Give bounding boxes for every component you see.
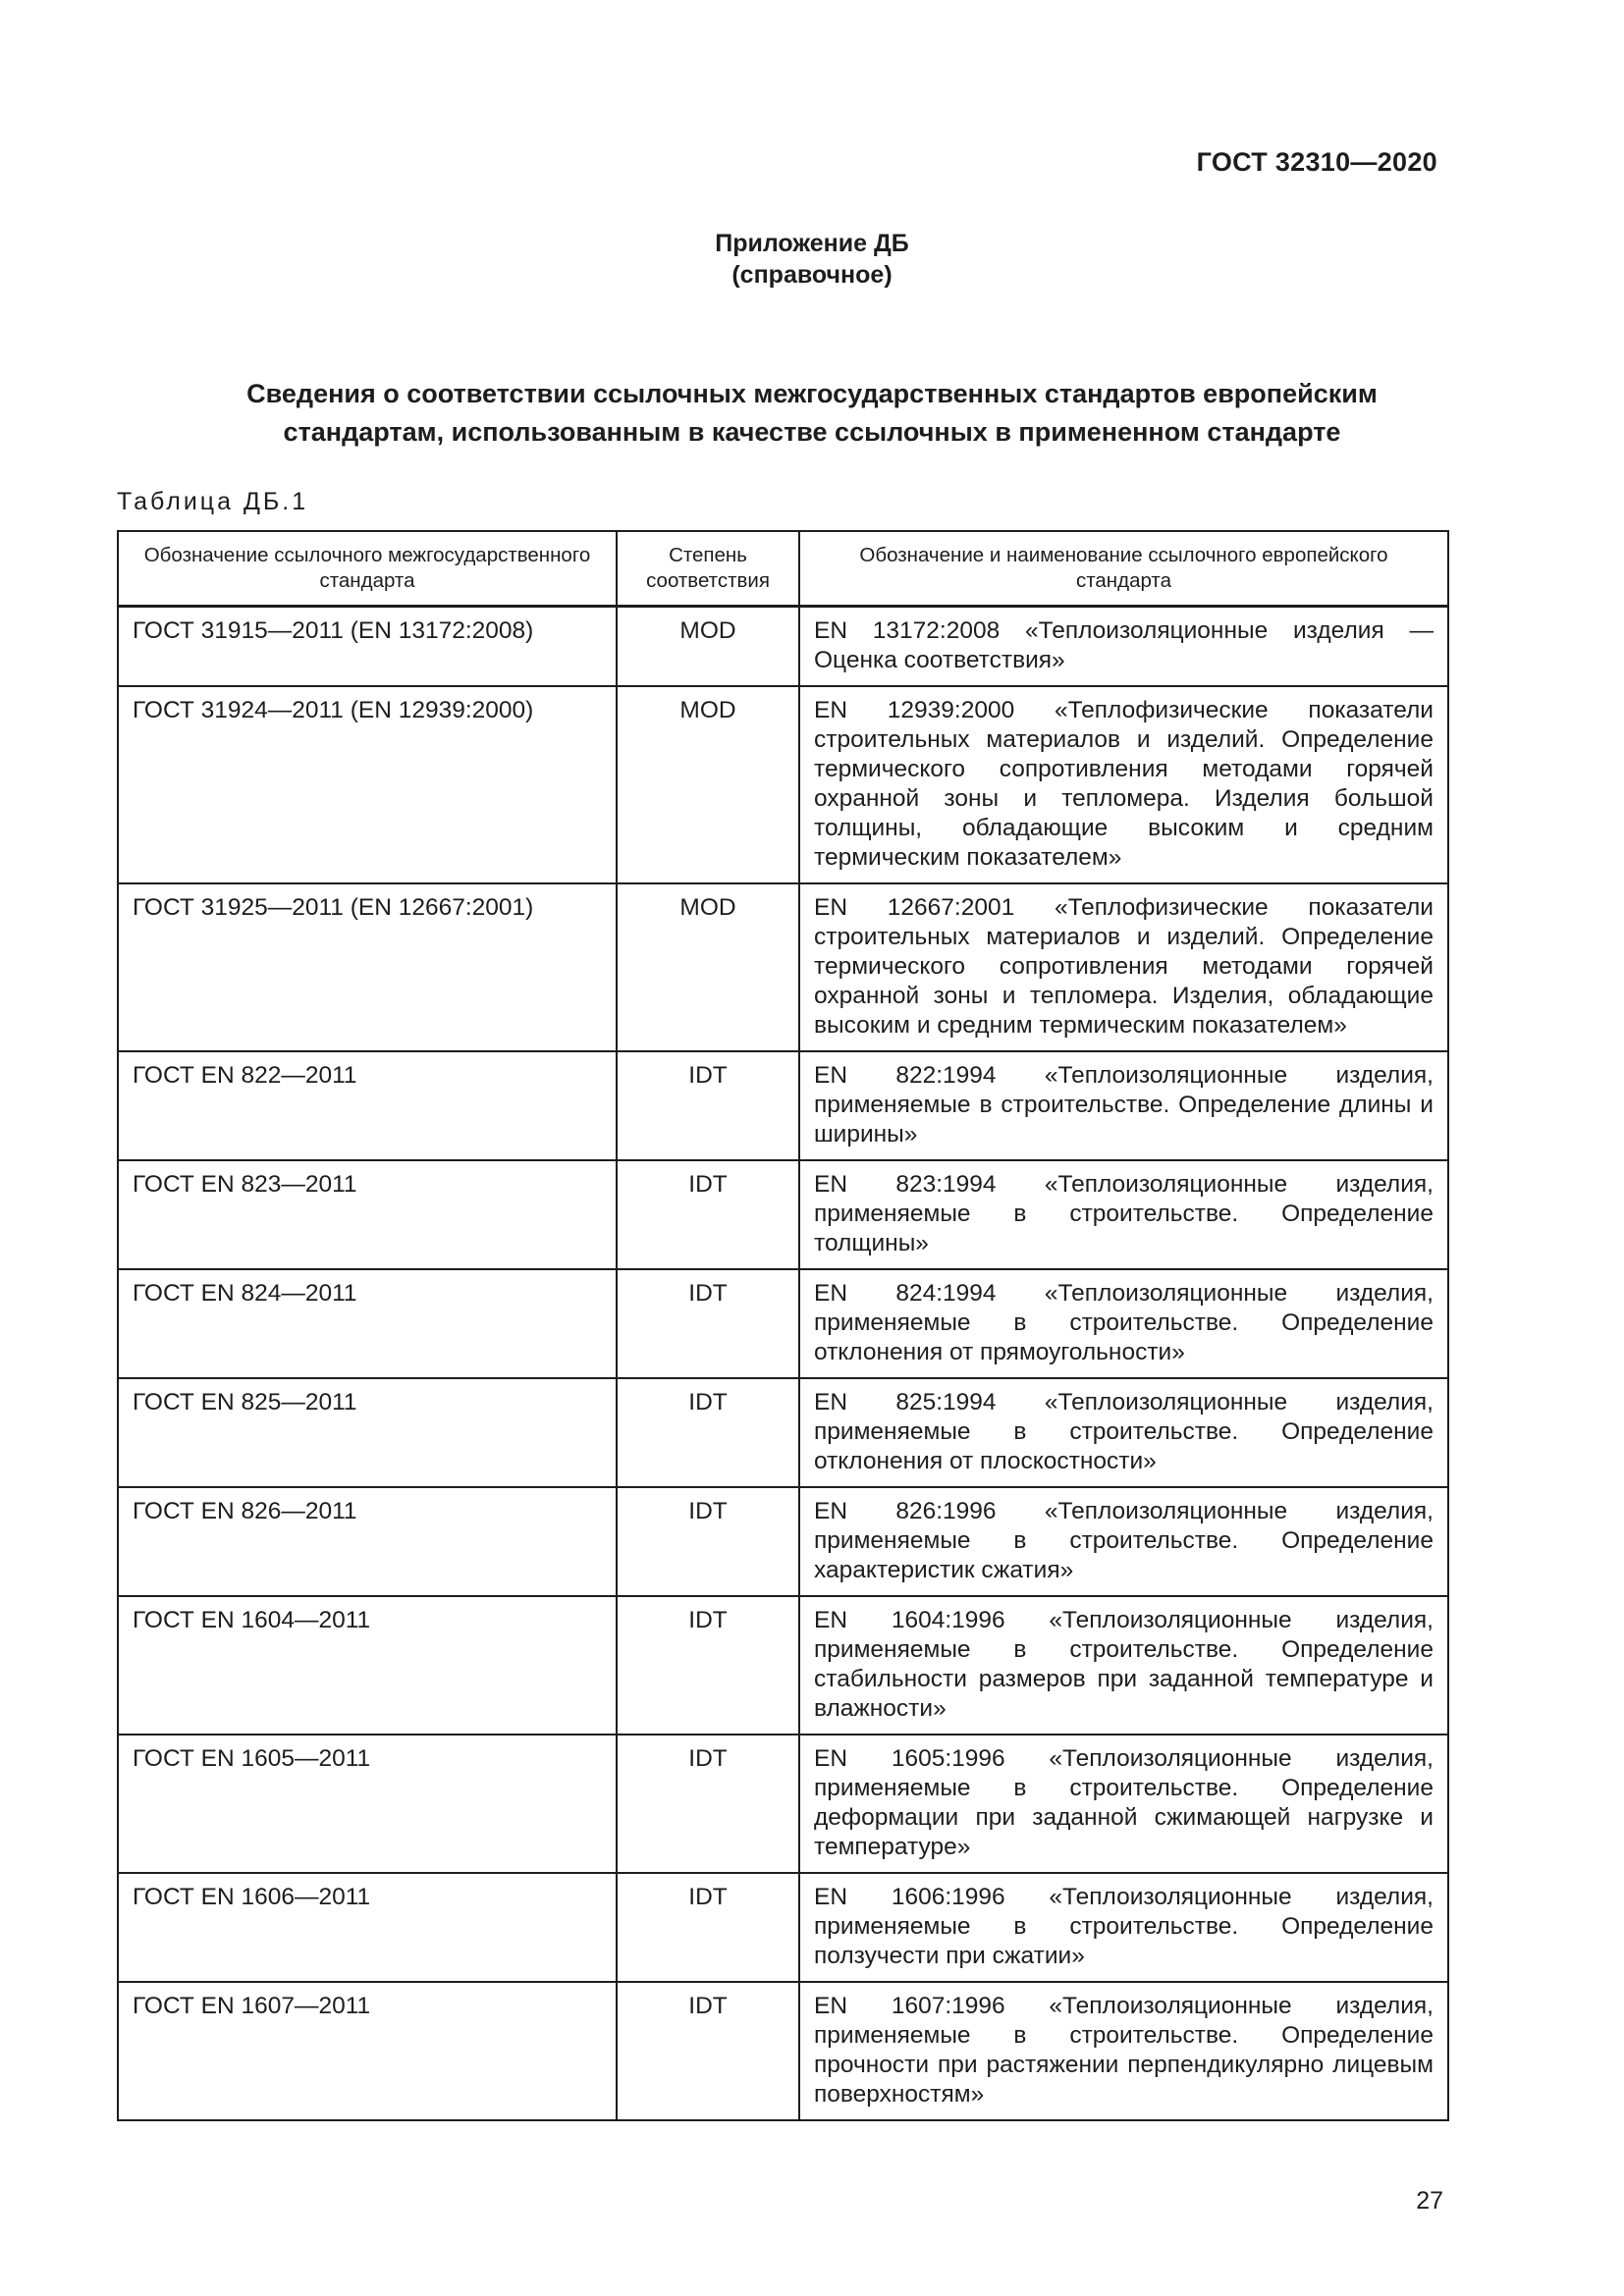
- standard-cell: ГОСТ EN 1606—2011: [118, 1873, 617, 1982]
- degree-cell: IDT: [617, 1735, 799, 1873]
- heading-line-1: Сведения о соответствии ссылочных межгосударственных стандартов европейским: [246, 379, 1378, 408]
- standard-cell: ГОСТ EN 1604—2011: [118, 1596, 617, 1735]
- degree-cell: IDT: [617, 1160, 799, 1269]
- description-cell: EN 12939:2000 «Теплофизические показатели строительных материалов и изделий. Определение термического сопротивления методами горячей охранной зоны и тепломера. Изделия большой толщины, обладающие высоким и средним термическим показателем»: [799, 686, 1448, 883]
- degree-cell: IDT: [617, 1051, 799, 1160]
- standard-cell: ГОСТ EN 823—2011: [118, 1160, 617, 1269]
- table-row: [118, 883, 1448, 1051]
- table-row: [118, 1487, 1448, 1596]
- standard-cell: ГОСТ EN 822—2011: [118, 1051, 617, 1160]
- heading-line-2: стандартам, использованным в качестве ссылочных в примененном стандарте: [283, 417, 1341, 447]
- degree-cell: IDT: [617, 1982, 799, 2120]
- table-row: [118, 1051, 1448, 1160]
- description-cell: EN 825:1994 «Теплоизоляционные изделия, применяемые в строительстве. Определение отклонения от плоскостности»: [799, 1378, 1448, 1487]
- description-cell: EN 1607:1996 «Теплоизоляционные изделия, применяемые в строительстве. Определение прочности при растяжении перпендикулярно лицевым поверхностям»: [799, 1982, 1448, 2120]
- standard-cell: ГОСТ 31924—2011 (EN 12939:2000): [118, 686, 617, 883]
- table-row: [118, 1873, 1448, 1982]
- table-row: [118, 1269, 1448, 1378]
- degree-cell: MOD: [617, 607, 799, 687]
- correspondence-table: [117, 530, 1449, 2121]
- table-row: [118, 1160, 1448, 1269]
- standard-cell: ГОСТ EN 1607—2011: [118, 1982, 617, 2120]
- standard-cell: ГОСТ 31915—2011 (EN 13172:2008): [118, 607, 617, 687]
- column-header-standard: Обозначение ссылочного межгосударственного стандарта: [118, 531, 617, 607]
- degree-cell: IDT: [617, 1487, 799, 1596]
- column-header-european-standard: Обозначение и наименование ссылочного европейского стандарта: [799, 531, 1448, 607]
- degree-cell: MOD: [617, 686, 799, 883]
- table-row: [118, 1735, 1448, 1873]
- description-cell: EN 12667:2001 «Теплофизические показатели строительных материалов и изделий. Определение термического сопротивления методами горячей охранной зоны и тепломера. Изделия, обладающие высоким и средним термическим показателем»: [799, 883, 1448, 1051]
- description-cell: EN 822:1994 «Теплоизоляционные изделия, применяемые в строительстве. Определение длины и ширины»: [799, 1051, 1448, 1160]
- section-heading: [0, 375, 1624, 452]
- description-cell: EN 826:1996 «Теплоизоляционные изделия, применяемые в строительстве. Определение характеристик сжатия»: [799, 1487, 1448, 1596]
- appendix-block: [0, 228, 1624, 291]
- table-caption: Таблица ДБ.1: [117, 488, 309, 515]
- description-cell: EN 824:1994 «Теплоизоляционные изделия, применяемые в строительстве. Определение отклонения от прямоугольности»: [799, 1269, 1448, 1378]
- description-cell: EN 823:1994 «Теплоизоляционные изделия, применяемые в строительстве. Определение толщины»: [799, 1160, 1448, 1269]
- table-header-row: [118, 531, 1448, 607]
- description-cell: EN 1606:1996 «Теплоизоляционные изделия, применяемые в строительстве. Определение ползучести при сжатии»: [799, 1873, 1448, 1982]
- standard-cell: ГОСТ EN 824—2011: [118, 1269, 617, 1378]
- degree-cell: IDT: [617, 1596, 799, 1735]
- table-row: [118, 1596, 1448, 1735]
- page-number: 27: [1416, 2187, 1443, 2215]
- degree-cell: IDT: [617, 1378, 799, 1487]
- degree-cell: MOD: [617, 883, 799, 1051]
- standard-cell: ГОСТ EN 825—2011: [118, 1378, 617, 1487]
- document-code: ГОСТ 32310—2020: [1196, 147, 1437, 177]
- column-header-degree: Степень соответствия: [617, 531, 799, 607]
- standard-cell: ГОСТ 31925—2011 (EN 12667:2001): [118, 883, 617, 1051]
- standard-cell: ГОСТ EN 1605—2011: [118, 1735, 617, 1873]
- degree-cell: IDT: [617, 1269, 799, 1378]
- table-row: [118, 1982, 1448, 2120]
- description-cell: EN 1604:1996 «Теплоизоляционные изделия, применяемые в строительстве. Определение стабильности размеров при заданной температуре и влажности»: [799, 1596, 1448, 1735]
- appendix-subtitle: (справочное): [731, 261, 893, 289]
- table-row: [118, 1378, 1448, 1487]
- description-cell: EN 13172:2008 «Теплоизоляционные изделия — Оценка соответствия»: [799, 607, 1448, 687]
- table-row: [118, 686, 1448, 883]
- standard-cell: ГОСТ EN 826—2011: [118, 1487, 617, 1596]
- description-cell: EN 1605:1996 «Теплоизоляционные изделия, применяемые в строительстве. Определение деформации при заданной сжимающей нагрузке и температуре»: [799, 1735, 1448, 1873]
- appendix-title: Приложение ДБ: [715, 230, 909, 257]
- table-row: [118, 607, 1448, 687]
- degree-cell: IDT: [617, 1873, 799, 1982]
